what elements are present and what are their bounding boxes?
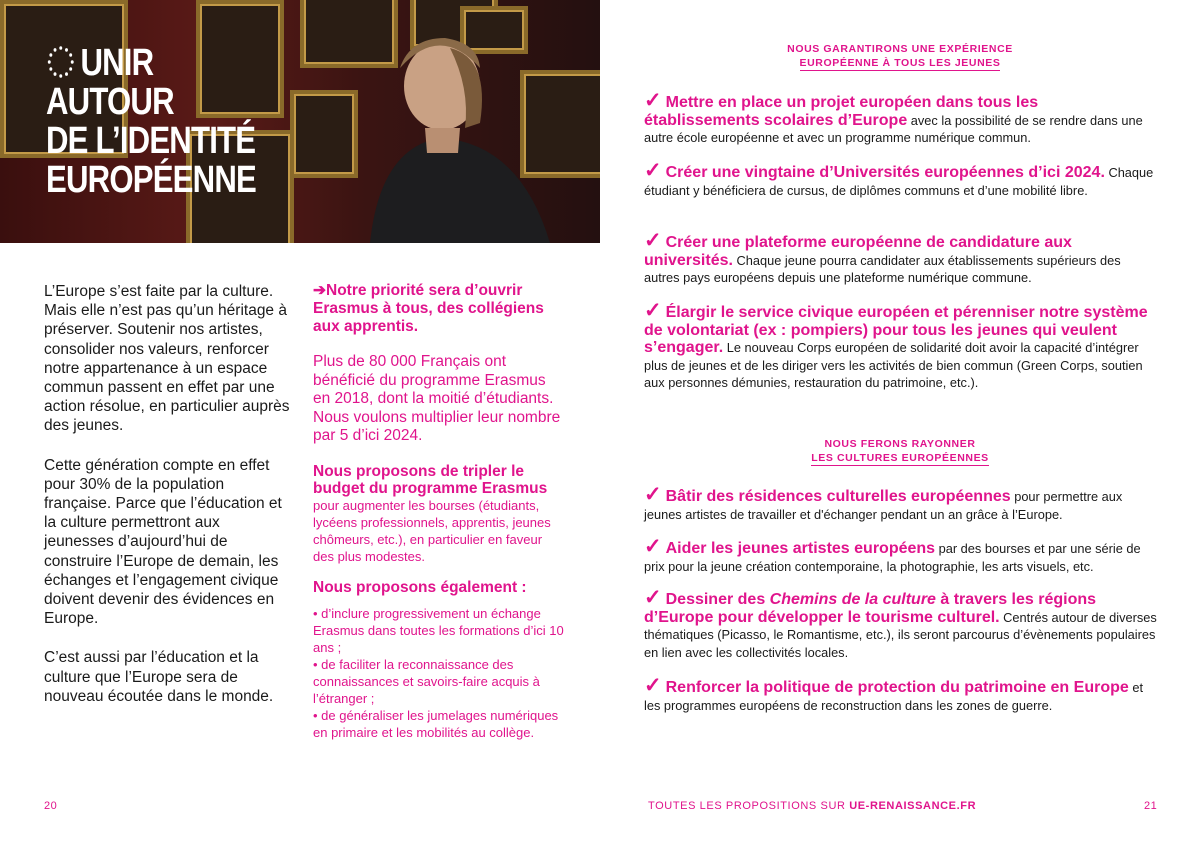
priority-text: Notre priorité sera d’ouvrir Erasmus à tous, des collégiens aux apprentis. <box>313 282 544 335</box>
page-title <box>46 44 256 200</box>
proposal-text: Chaque étudiant y bénéficiera de cursus, de diplômes communs et d’une mobilité libre. <box>644 165 1154 198</box>
proposal-text: Chaque jeune pourra candidater aux établissements supérieurs des autres pays européens depuis une plateforme numérique commune. <box>644 252 1121 285</box>
paragraph: Cette génération compte en effet pour 30% de la population française. Parce que l’éducation et la culture permettront aux jeunesses d’aujourd’hui de construire l’Europe de demain, les échanges et l’engagement civique doivent devenir des évidences en Europe. <box>44 456 282 628</box>
paragraph: L’Europe s’est faite par la culture. Mais elle n’est pas qu’un héritage à préserver. Soutenir nos artistes, consolider nos valeurs, renforcer notre appartenance à un espace commun passent en effet par une action résolue, en particulier auprès des jeunes. <box>44 283 290 435</box>
proposal-title-pre: Dessiner des <box>665 591 770 608</box>
proposal-item <box>644 483 1158 523</box>
section-heading-youth <box>600 42 1200 71</box>
check-icon: ✓ <box>644 586 662 609</box>
check-icon: ✓ <box>644 299 662 322</box>
list-item: • d’inclure progressivement un échange Erasmus dans toutes les formations d’ici 10 ans ; <box>313 605 564 655</box>
list-item: • de faciliter la reconnaissance des connaissances et savoirs-faire acquis à l’étranger ; <box>313 656 540 706</box>
proposal-title: Aider les jeunes artistes européens <box>665 540 936 557</box>
proposal-title: Créer une plateforme européenne de candidature aux universités. <box>644 234 1072 269</box>
check-icon: ✓ <box>644 483 662 506</box>
also-heading: Nous proposons également : <box>313 578 527 596</box>
proposal-text: Le nouveau Corps européen de solidarité doit avoir la capacité d’intégrer plus de jeunes et de les diriger vers les activités de bien commun (Green Corps, soutien aux personnes démunies, restauration du patrimoine, etc.). <box>644 340 1143 390</box>
proposal-item <box>644 229 1158 287</box>
section-heading-line: EUROPÉENNE À TOUS LES JEUNES <box>799 57 1001 69</box>
paragraph: C’est aussi par l’éducation et la culture que l’Europe sera de nouveau écoutée dans le monde. <box>44 649 274 705</box>
budget-proposal <box>313 463 565 565</box>
section-heading-line: NOUS GARANTIRONS UNE EXPÉRIENCE <box>787 43 1013 55</box>
title-line-4: EUROPÉENNE <box>46 159 256 201</box>
proposal-text: pour permettre aux jeunes artistes de travailler et d'échanger pendant un an grâce à l’Europe. <box>644 489 1123 522</box>
check-icon: ✓ <box>644 535 662 558</box>
arrow-right-icon: ➔ <box>313 282 326 299</box>
proposal-item <box>644 299 1158 392</box>
proposal-text: par des bourses et par une série de prix pour la jeune création contemporaine, la photographie, les arts visuels, etc. <box>644 541 1141 574</box>
check-icon: ✓ <box>644 159 662 182</box>
section-heading-line: LES CULTURES EUROPÉENNES <box>811 452 989 464</box>
proposal-title: Mettre en place un projet européen dans tous les établissements scolaires d’Europe <box>644 94 1039 129</box>
proposal-list <box>313 605 565 741</box>
proposal-text: avec la possibilité de se rendre dans une autre école européenne et avec un programme numérique commun. <box>644 112 1143 145</box>
budget-proposal-title: Nous proposons de tripler le budget du programme Erasmus <box>313 462 548 497</box>
footer-prefix: TOUTES LES PROPOSITIONS SUR <box>648 800 850 812</box>
eu-stars-icon <box>46 44 76 80</box>
proposal-item <box>644 674 1158 714</box>
footer-link[interactable]: UE-RENAISSANCE.FR <box>849 800 977 812</box>
check-icon: ✓ <box>644 229 662 252</box>
person-figure <box>330 28 570 243</box>
check-icon: ✓ <box>644 89 662 112</box>
proposal-title-post: à travers les régions d’Europe pour développer le tourisme culturel. <box>644 591 1097 626</box>
title-line-3: DE L’IDENTITÉ <box>46 120 256 162</box>
proposal-item <box>644 159 1158 199</box>
page-number-right: 21 <box>1144 800 1158 812</box>
proposal-title: Créer une vingtaine d’Universités européennes d’ici 2024. <box>665 164 1105 181</box>
erasmus-stats: Plus de 80 000 Français ont bénéficié du programme Erasmus en 2018, dont la moitié d’étudiants. Nous voulons multiplier leur nombre par 5 d’ici 2024. <box>313 353 561 444</box>
proposal-title: Élargir le service civique européen et pérenniser notre système de volontariat (ex : pompiers) pour tous les jeunes qui veulent s’engager. <box>644 304 1148 356</box>
budget-proposal-text: pour augmenter les bourses (étudiants, lycéens professionnels, apprentis, jeunes chômeurs, etc.), en particulier en faveur des plus modestes. <box>313 497 551 564</box>
section-heading-culture <box>600 437 1200 466</box>
title-line-2: AUTOUR <box>46 81 174 123</box>
priority-lead <box>313 282 565 336</box>
proposal-title: Renforcer la politique de protection du patrimoine en Europe <box>665 679 1129 696</box>
proposal-title: Bâtir des résidences culturelles européennes <box>665 488 1011 505</box>
check-icon: ✓ <box>644 674 662 697</box>
proposal-item <box>644 586 1158 661</box>
intro-column <box>44 282 292 726</box>
title-line-1: UNIR <box>80 42 154 84</box>
proposal-text: et les programmes européens de reconstruction dans les zones de guerre. <box>644 680 1143 713</box>
page-number-left: 20 <box>44 800 58 812</box>
erasmus-column <box>313 282 565 741</box>
right-page <box>600 0 1200 852</box>
proposal-item <box>644 535 1158 575</box>
list-item: • de généraliser les jumelages numériques en primaire et les mobilités au collège. <box>313 707 559 740</box>
footer-link-text <box>648 800 976 812</box>
proposal-text: Centrés autour de diverses thématiques (Picasso, le Romantisme, etc.), ils seront parcourus d’évènements populaires en lien avec les collectivités locales. <box>644 609 1157 660</box>
proposal-title-em: Chemins de la culture <box>769 591 936 608</box>
proposal-item <box>644 89 1158 147</box>
section-heading-line: NOUS FERONS RAYONNER <box>824 438 976 450</box>
